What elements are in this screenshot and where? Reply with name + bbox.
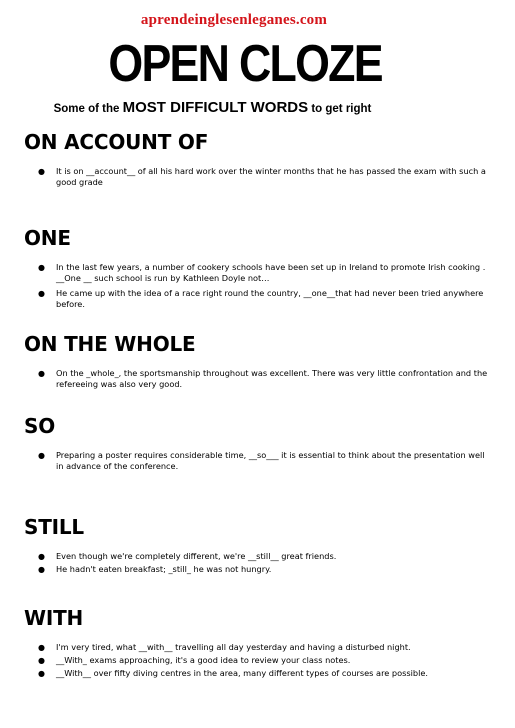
example-item — [24, 450, 494, 472]
subtitle-prefix: Some of the — [53, 103, 123, 115]
example-list — [24, 642, 494, 679]
section-on-account-of — [24, 130, 494, 192]
bullet-icon: ● — [38, 656, 45, 665]
example-item — [24, 262, 494, 284]
example-text: __With_ exams approaching, it's a good idea to review your class notes. — [56, 655, 351, 665]
section-heading: STILL — [24, 515, 84, 539]
example-text: He hadn't eaten breakfast; _still_ he was not hungry. — [56, 564, 272, 574]
example-item — [24, 551, 494, 562]
section-on-the-whole — [24, 332, 494, 394]
section-heading: WITH — [24, 606, 84, 630]
example-text: On the _whole_, the sportsmanship throughout was excellent. There was very little confrontation and the refereeing was also very good. — [56, 368, 488, 389]
section-heading: ONE — [24, 226, 71, 250]
example-list — [24, 262, 494, 310]
bullet-icon: ● — [38, 565, 45, 574]
bullet-icon: ● — [38, 669, 45, 678]
bullet-icon: ● — [38, 289, 45, 298]
bullet-icon: ● — [38, 167, 45, 176]
bullet-icon: ● — [38, 643, 45, 652]
example-text: Preparing a poster requires considerable time, __so___ it is essential to think about the presentation well in advance of the conference. — [56, 450, 485, 471]
example-item — [24, 166, 494, 188]
example-item — [24, 655, 494, 666]
example-item — [24, 288, 494, 310]
site-url: aprendeinglesenleganes.com — [140, 12, 328, 28]
bullet-icon: ● — [38, 263, 45, 272]
example-list — [24, 166, 494, 188]
page-title: OPEN CLOZE — [108, 35, 382, 93]
subtitle-suffix: to get right — [308, 103, 372, 115]
section-heading: ON THE WHOLE — [24, 332, 196, 356]
bullet-icon: ● — [38, 451, 45, 460]
section-with — [24, 606, 494, 681]
section-heading: ON ACCOUNT OF — [24, 130, 209, 154]
example-item — [24, 668, 494, 679]
page-subtitle — [0, 99, 425, 116]
example-text: He came up with the idea of a race right round the country, __one__that had never been tried anywhere before. — [56, 288, 484, 309]
example-list — [24, 450, 494, 472]
section-one — [24, 226, 494, 314]
example-text: __With__ over fifty diving centres in the area, many different types of courses are possible. — [56, 668, 429, 678]
bullet-icon: ● — [38, 369, 45, 378]
example-list — [24, 551, 494, 575]
section-so — [24, 414, 494, 476]
example-item — [24, 368, 494, 390]
bullet-icon: ● — [38, 552, 45, 561]
section-still — [24, 515, 494, 577]
example-text: In the last few years, a number of cookery schools have been set up in Ireland to promote Irish cooking . __One __ such school is run by Kathleen Doyle not… — [56, 262, 486, 283]
example-text: I'm very tired, what __with__ travelling all day yesterday and having a disturbed night. — [56, 642, 411, 652]
example-list — [24, 368, 494, 390]
example-text: It is on __account__ of all his hard work over the winter months that he has passed the exam with such a good grade — [56, 166, 486, 187]
example-item — [24, 564, 494, 575]
example-text: Even though we're completely different, we're __still__ great friends. — [56, 551, 337, 561]
section-heading: SO — [24, 414, 56, 438]
example-item — [24, 642, 494, 653]
subtitle-emphasis: MOST DIFFICULT WORDS — [122, 99, 309, 116]
